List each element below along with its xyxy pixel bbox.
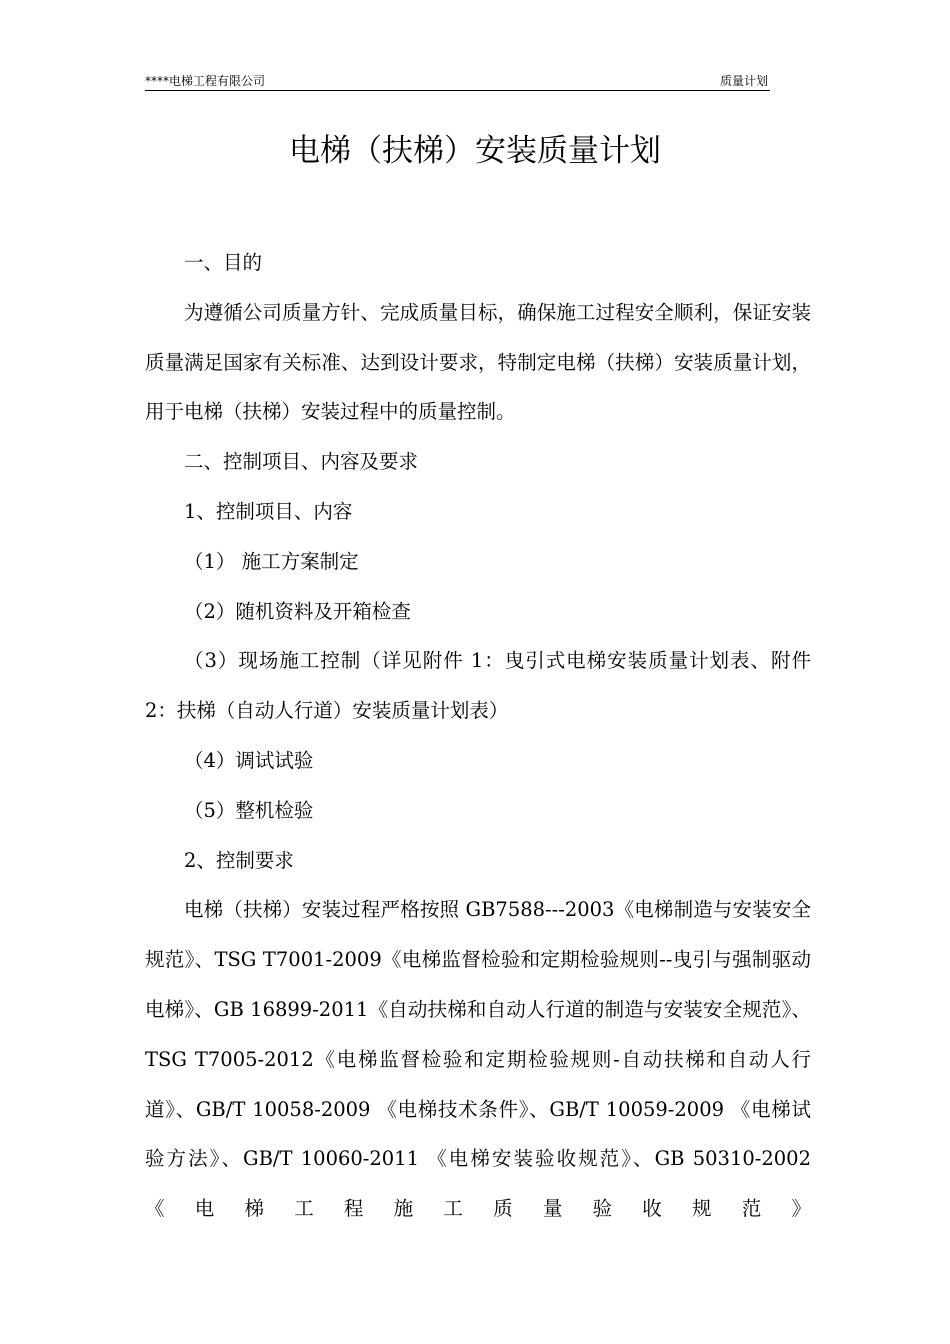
document-title: 电梯（扶梯）安装质量计划 [289,133,661,169]
heading-purpose: 一、目的 [184,251,263,274]
header-company: ****电梯工程有限公司 [145,74,266,88]
paragraph-requirements: 电梯（扶梯）安装过程严格按照 GB7588---2003《电梯制造与安装安全规范》、TSG T7001-2009《电梯监督检验和定期检验规则--曳引与强制驱动电梯》、GB 16899-2011《自动扶梯和自动人行道的制造与安装安全规范》、 TSG T7005-2012《电梯监督检验和定期检验规则-自动扶梯和自动人行道》、GB/T 10058-2009 《电梯技术条件》、GB/T 10059-2009 《电梯试验方法》、GB/T 10060-2011 《电梯安装验收规范》、GB 50310-2002 《电梯工程施工质量验收规范》 [145,898,811,1221]
page-header [145,72,770,91]
document-body [145,238,811,1234]
subheading-requirements: 2、控制要求 [184,848,294,872]
subheading-items: 1、控制项目、内容 [184,499,353,523]
list-item: （3）现场施工控制（详见附件 1：曳引式电梯安装质量计划表、附件 2：扶梯（自动人行道）安装质量计划表） [145,649,811,723]
paragraph-purpose: 为遵循公司质量方针、完成质量目标，确保施工过程安全顺利，保证安装质量满足国家有关标准、达到设计要求，特制定电梯（扶梯）安装质量计划，用于电梯（扶梯）安装过程中的质量控制。 [145,300,811,424]
list-item: （4）调试试验 [184,748,314,772]
heading-control: 二、控制项目、内容及要求 [184,450,419,474]
list-item: （1） 施工方案制定 [184,549,359,573]
list-item: （5）整机检验 [184,798,314,822]
header-section: 质量计划 [719,74,768,88]
list-item: （2）随机资料及开箱检查 [184,599,411,623]
